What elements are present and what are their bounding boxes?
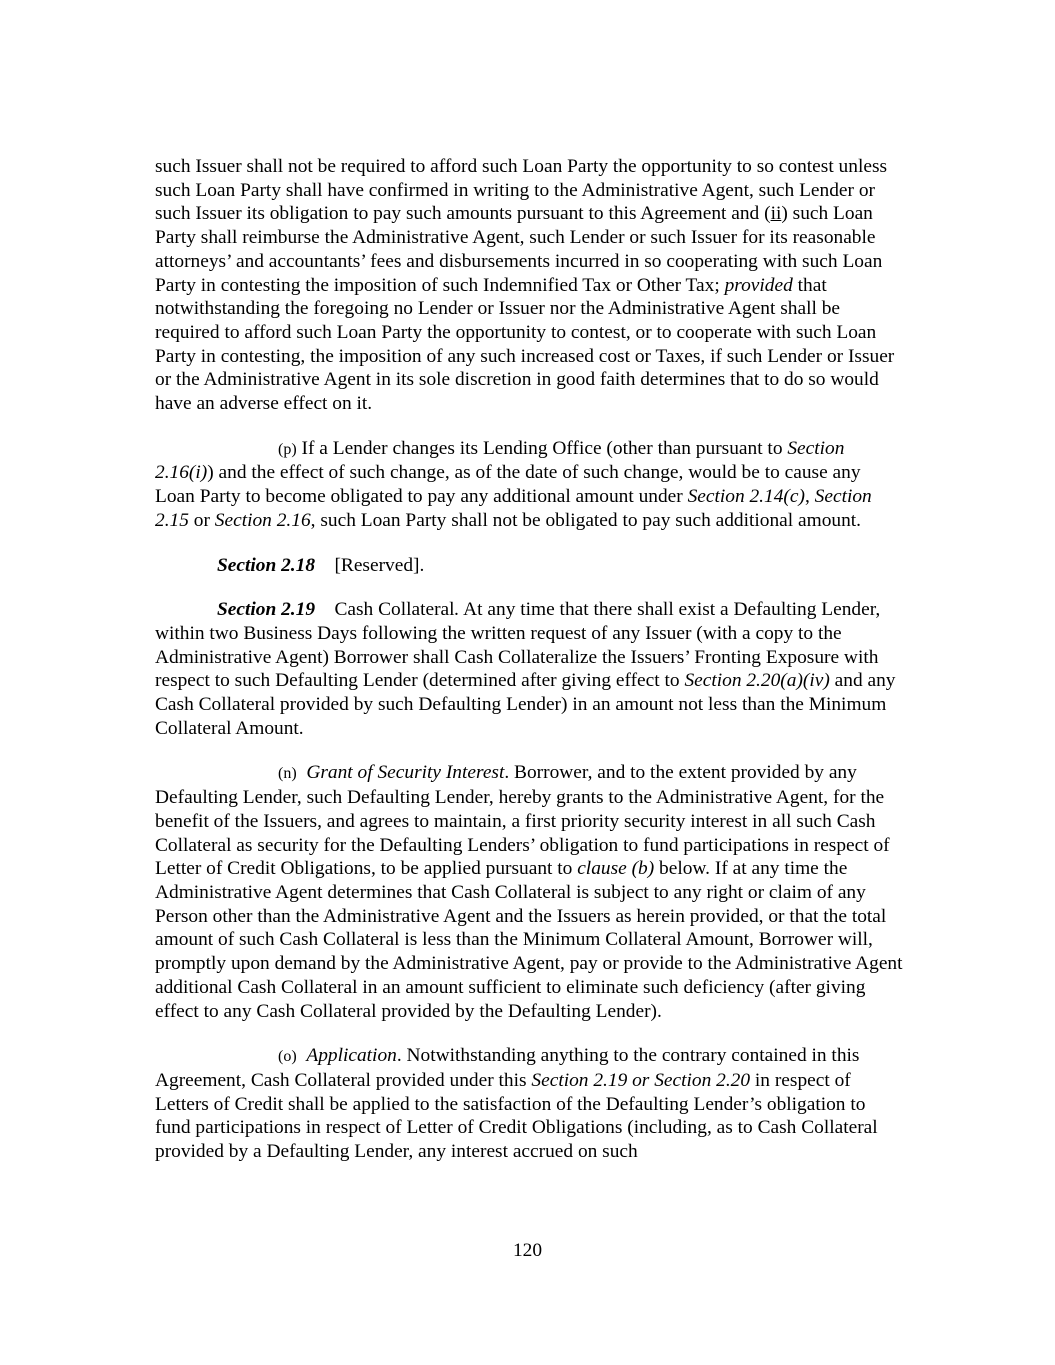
clause-reference: clause (b) bbox=[577, 858, 655, 880]
section-reference: Section 2.20(a)(iv) bbox=[684, 670, 830, 692]
section-2-18: Section 2.18 [Reserved]. bbox=[217, 554, 425, 576]
section-reference: Section 2.14(c) bbox=[687, 486, 805, 508]
section-title: Cash Collateral bbox=[334, 599, 455, 621]
section-2-19: Section 2.19 Cash Collateral. At any time that there shall exist a Defaulting Lender, within two Business Days following the written request of any Issuer (with a copy to the Administrative Agent) Borrower shall Cash Collateralize the Issuers’ Fronting Exposure with respect to such Defaulting Lender (determined after giving effect to Section 2.20(a)(iv) and any Cash Collateral provided by such Defaulting Lender) in an amount not less than the Minimum Collateral Amount. bbox=[155, 599, 896, 739]
section-heading: Section 2.19 bbox=[217, 599, 316, 621]
section-reference: Section 2.16 bbox=[214, 509, 311, 531]
document-page bbox=[155, 155, 905, 1164]
paragraph-label: (p) bbox=[278, 440, 297, 458]
continuation-paragraph: such Issuer shall not be required to afford such Loan Party the opportunity to so contest unless such Loan Party shall have confirmed in writing to the Administrative Agent, such Lender or such Issuer its obligation to pay such amounts pursuant to this Agreement and (ii) such Loan Party shall reimburse the Administrative Agent, such Lender or such Issuer for its reasonable attorneys’ and accountants’ fees and disbursements incurred in so cooperating with such Loan Party in contesting the imposition of such Indemnified Tax or Other Tax; provided that notwithstanding the foregoing no Lender or Issuer nor the Administrative Agent shall be required to afford such Loan Party the opportunity to contest, or to cooperate with such Loan Party in contesting, the imposition of any such increased cost or Taxes, if such Lender or Issuer or the Administrative Agent in its sole discretion in good faith determines that to do so would have an adverse effect on it. bbox=[155, 156, 895, 415]
paragraph-heading: Application bbox=[306, 1045, 397, 1067]
clause-ii-marker: ii bbox=[770, 203, 782, 225]
paragraph-o: (o) Application. Notwithstanding anything to the contrary contained in this Agreement, Cash Collateral provided under this Section 2.19 or Section 2.20 in respect of Letters of Credit shall be applied to the satisfaction of the Defaulting Lender’s obligation to fund participations in respect of Letter of Credit Obligations (including, as to Cash Collateral provided by a Defaulting Lender, any interest accrued on such bbox=[155, 1045, 878, 1163]
section-reference: Section 2.19 or Section 2.20 bbox=[531, 1069, 751, 1091]
paragraph-label: (o) bbox=[278, 1048, 297, 1066]
paragraph-n: (n) Grant of Security Interest. Borrower, and to the extent provided by any Defaulting Lender, such Defaulting Lender, hereby grants to the Administrative Agent, for the benefit of the Issuers, and agrees to maintain, a first priority security interest in all such Cash Collateral as security for the Defaulting Lenders’ obligation to fund participations in respect of Letter of Credit Obligations, to be applied pursuant to clause (b) below. If at any time the Administrative Agent determines that Cash Collateral is subject to any right or claim of any Person other than the Administrative Agent and the Issuers as herein provided, or that the total amount of such Cash Collateral is less than the Minimum Collateral Amount, Borrower will, promptly upon demand by the Administrative Agent, pay or provide to the Administrative Agent additional Cash Collateral in an amount sufficient to eliminate such deficiency (after giving effect to any Cash Collateral provided by the Defaulting Lender). bbox=[155, 762, 903, 1022]
section-heading: Section 2.18 bbox=[217, 554, 316, 576]
page-number: 120 bbox=[512, 1240, 543, 1261]
paragraph-p: (p) If a Lender changes its Lending Office (other than pursuant to Section 2.16(i)) and the effect of such change, as of the date of such change, would be to cause any Loan Party to become obligated to pay any additional amount under Section 2.14(c), Section 2.15 or Section 2.16, such Loan Party shall not be obligated to pay such additional amount. bbox=[155, 437, 872, 531]
paragraph-heading: Grant of Security Interest bbox=[306, 762, 505, 784]
paragraph-label: (n) bbox=[278, 765, 297, 783]
section-reference: Section 2.16(i) bbox=[155, 437, 845, 484]
section-reference: Section 2.15 bbox=[155, 486, 872, 531]
provided-term: provided bbox=[724, 274, 793, 296]
